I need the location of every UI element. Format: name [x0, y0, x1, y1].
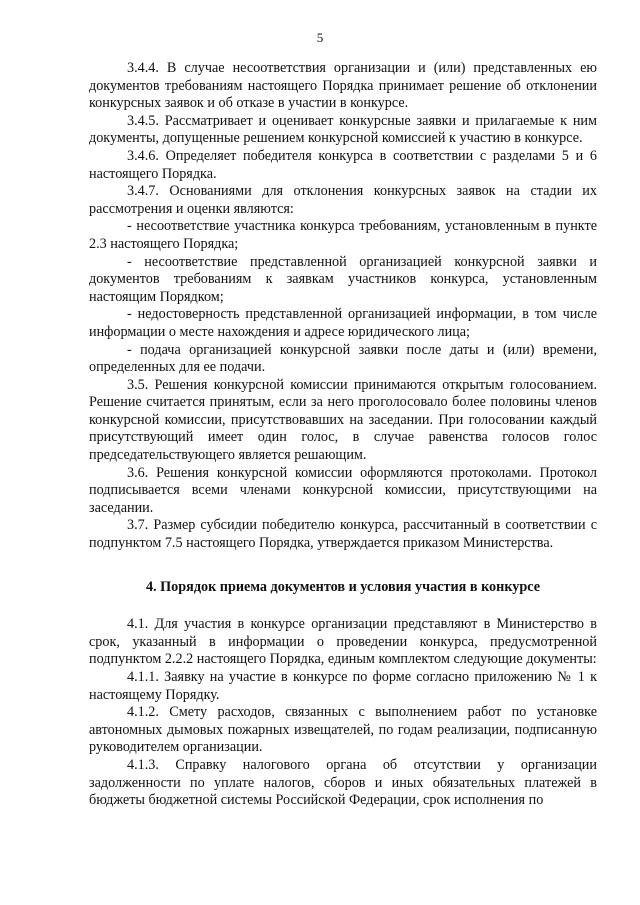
paragraph: 3.4.7. Основаниями для отклонения конкурсных заявок на стадии их рассмотрения и оценки являются:	[89, 183, 597, 217]
paragraph: 3.7. Размер субсидии победителю конкурса, рассчитанный в соответствии с подпунктом 7.5 настоящего Порядка, утверждается приказом Министерства.	[89, 517, 597, 552]
paragraph: - несоответствие участника конкурса требованиям, установленным в пункте 2.3 настоящего Порядка;	[89, 218, 597, 252]
paragraph: 3.4.4. В случае несоответствия организации и (или) представленных ею документов требованиям настоящего Порядка принимает решение об отклонении конкурсных заявок и об отказе в участии в конкурсе.	[89, 60, 597, 112]
section-3-paragraphs	[89, 60, 597, 553]
section-heading: 4. Порядок приема документов и условия участия в конкурсе	[145, 578, 541, 595]
paragraph: 3.4.5. Рассматривает и оценивает конкурсные заявки и прилагаемые к ним документы, допущенные решением конкурсной комиссией к участию в конкурсе.	[89, 112, 597, 147]
paragraph: 3.5. Решения конкурсной комиссии принимаются открытым голосованием. Решение считается принятым, если за него проголосовало более половины членов конкурсной комиссии, присутствовавших на заседании. При голосовании каждый присутствующий имеет один голос, в случае равенства голосов голос председательствующего является решающим.	[89, 376, 597, 464]
paragraph: 4.1.1. Заявку на участие в конкурсе по форме согласно приложению № 1 к настоящему Порядку.	[89, 669, 597, 703]
document-body	[89, 60, 597, 810]
paragraph: 3.6. Решения конкурсной комиссии оформляются протоколами. Протокол подписывается всеми членами конкурсной комиссии, присутствующими на заседании.	[89, 464, 597, 516]
paragraph: 3.4.6. Определяет победителя конкурса в соответствии с разделами 5 и 6 настоящего Порядка.	[89, 147, 597, 182]
paragraph: - подача организацией конкурсной заявки после даты и (или) времени, определенных для ее подачи.	[89, 341, 597, 376]
paragraph: 4.1.3. Справку налогового органа об отсутствии у организации задолженности по уплате налогов, сборов и иных обязательных платежей в бюджеты бюджетной системы Российской Федерации, срок исполнения по	[89, 756, 597, 809]
page-number: 5	[316, 30, 324, 45]
paragraph: - недостоверность представленной организацией информации, в том числе информации о месте нахождения и адресе юридического лица;	[89, 306, 597, 340]
section-4-paragraphs	[89, 616, 597, 810]
paragraph: - несоответствие представленной организацией конкурсной заявки и документов требованиям к заявкам участников конкурса, установленным настоящим Порядком;	[89, 253, 597, 305]
paragraph: 4.1. Для участия в конкурсе организации представляют в Министерство в срок, указанный в информации о проведении конкурса, предусмотренной подпунктом 2.2.2 настоящего Порядка, единым комплектом следующие документы:	[89, 616, 597, 668]
paragraph: 4.1.2. Смету расходов, связанных с выполнением работ по установке автономных дымовых пожарных извещателей, по годам реализации, подписанную руководителем организации.	[89, 704, 597, 756]
